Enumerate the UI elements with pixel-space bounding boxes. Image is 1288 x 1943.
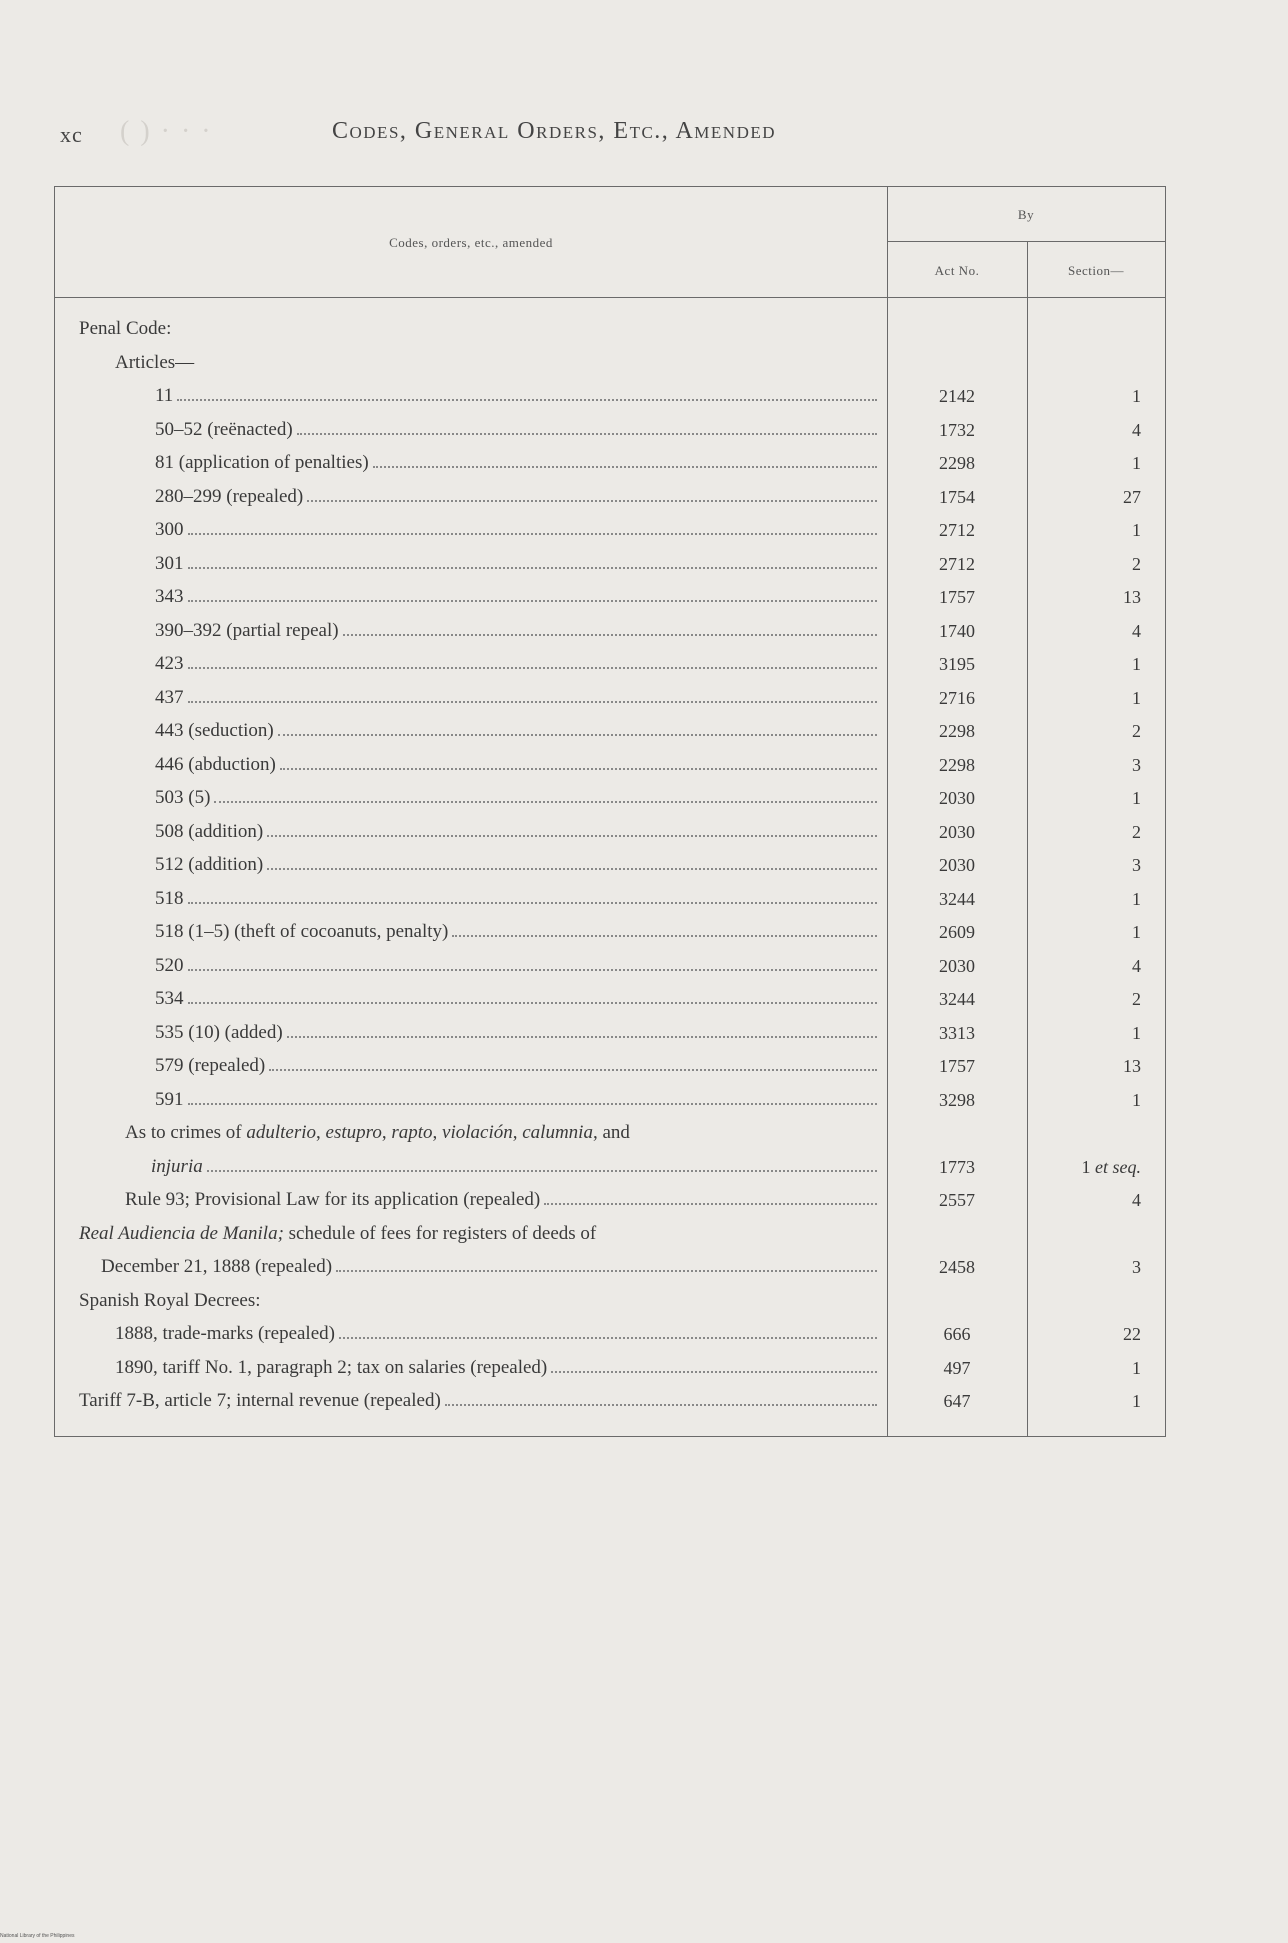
table-row xyxy=(55,1116,1165,1150)
table-row xyxy=(55,1083,1165,1117)
table-row xyxy=(55,815,1165,849)
section-number: 1 xyxy=(1132,1391,1141,1411)
act-number: 1757 xyxy=(939,1056,975,1076)
section-number: 1 xyxy=(1132,922,1141,942)
leader-dots xyxy=(297,432,877,435)
act-number: 1757 xyxy=(939,587,975,607)
row-label xyxy=(155,379,877,413)
leader-dots xyxy=(551,1370,877,1373)
table-row xyxy=(55,1150,1165,1184)
row-label-text: 535 (10) (added) xyxy=(155,1021,283,1043)
row-label-text: 50–52 (reënacted) xyxy=(155,418,293,440)
row-label xyxy=(125,1183,877,1217)
running-title: Codes, General Orders, Etc., Amended xyxy=(332,118,777,144)
table-row xyxy=(55,446,1165,480)
section-number: 27 xyxy=(1123,486,1141,507)
bleed-through-text: ( ) · · · xyxy=(120,116,213,147)
row-label-text: Articles— xyxy=(115,351,195,373)
leader-dots xyxy=(280,767,877,770)
act-number: 2712 xyxy=(939,520,975,540)
section-number: 3 xyxy=(1132,754,1141,775)
section-number: 4 xyxy=(1132,955,1141,976)
row-label-text: Penal Code: xyxy=(79,318,172,339)
rule93-label: Rule 93; Provisional Law for its application (repealed) xyxy=(125,1189,541,1210)
row-label xyxy=(155,915,877,949)
row-label xyxy=(115,1317,877,1351)
row-label xyxy=(155,480,877,514)
section-number: 4 xyxy=(1132,1190,1141,1210)
row-label-text: 508 (addition) xyxy=(155,820,264,842)
row-label-text: 81 (application of penalties) xyxy=(155,452,369,473)
leader-dots xyxy=(188,666,878,669)
act-number: 2716 xyxy=(939,687,975,708)
table-row xyxy=(55,781,1165,815)
act-number: 3244 xyxy=(939,989,975,1009)
row-label xyxy=(115,1351,877,1385)
header-rule xyxy=(55,297,1165,298)
row-label xyxy=(155,1049,877,1083)
act-number: 1754 xyxy=(939,486,975,507)
section-number: 1 et seq. xyxy=(1081,1156,1141,1177)
leader-dots xyxy=(214,800,877,803)
table-row xyxy=(55,647,1165,681)
row-label xyxy=(155,748,877,782)
act-number: 2557 xyxy=(939,1190,975,1210)
leader-dots xyxy=(177,398,877,401)
row-label xyxy=(125,1116,877,1150)
row-label-text: 520 xyxy=(155,954,184,976)
table-row xyxy=(55,982,1165,1016)
row-label-text: 390–392 (partial repeal) xyxy=(155,619,339,641)
row-label xyxy=(151,1150,877,1184)
act-number: 2030 xyxy=(939,821,975,842)
table-row xyxy=(55,1016,1165,1050)
leader-dots xyxy=(267,834,877,837)
row-label xyxy=(155,513,877,547)
row-label xyxy=(155,949,877,983)
row-label-text: Spanish Royal Decrees: xyxy=(79,1289,261,1311)
table-row xyxy=(55,1217,1165,1251)
amendments-table xyxy=(54,186,1166,1437)
act-number: 1732 xyxy=(939,419,975,440)
row-label xyxy=(79,1284,877,1318)
table-row xyxy=(55,882,1165,916)
row-label xyxy=(155,681,877,715)
leader-dots xyxy=(188,566,878,569)
row-label-text: 512 (addition) xyxy=(155,854,264,875)
act-number: 2142 xyxy=(939,386,975,406)
act-number: 1773 xyxy=(939,1156,975,1177)
crimes-line1: As to crimes of adulterio, estupro, rapto, violación, calumnia, and xyxy=(125,1122,630,1143)
row-label xyxy=(155,815,877,849)
leader-dots xyxy=(188,599,878,602)
act-number: 2609 xyxy=(939,922,975,942)
row-label-text: 579 (repealed) xyxy=(155,1055,266,1076)
section-number: 1 xyxy=(1132,654,1141,674)
section-number: 3 xyxy=(1132,855,1141,875)
leader-dots xyxy=(343,633,877,636)
act-number: 2298 xyxy=(939,453,975,473)
table-row xyxy=(55,614,1165,648)
row-label-text: 300 xyxy=(155,519,184,540)
section-number: 3 xyxy=(1132,1257,1141,1277)
section-number: 2 xyxy=(1132,821,1141,842)
row-label xyxy=(155,848,877,882)
row-label xyxy=(79,1217,877,1251)
leader-dots xyxy=(339,1336,877,1339)
table-row xyxy=(55,413,1165,447)
row-label-text: 423 xyxy=(155,653,184,674)
table-row xyxy=(55,580,1165,614)
act-number: 2030 xyxy=(939,788,975,808)
leader-dots xyxy=(188,700,878,703)
row-label-text: 343 xyxy=(155,586,184,607)
row-label xyxy=(115,346,877,380)
act-number: 2712 xyxy=(939,553,975,574)
audiencia-line2: December 21, 1888 (repealed) xyxy=(101,1256,333,1277)
row-label-text: 11 xyxy=(155,385,174,406)
row-label xyxy=(155,413,877,447)
table-row xyxy=(55,1351,1165,1385)
table-row xyxy=(55,1183,1165,1217)
table-row xyxy=(55,547,1165,581)
row-label-text: 503 (5) xyxy=(155,787,211,808)
section-number: 1 xyxy=(1132,687,1141,708)
row-label-text: 437 xyxy=(155,686,184,708)
leader-dots xyxy=(269,1068,877,1071)
section-number: 2 xyxy=(1132,989,1141,1009)
table-row xyxy=(55,1049,1165,1083)
section-number: 13 xyxy=(1123,587,1141,607)
row-label xyxy=(155,1016,877,1050)
act-number: 647 xyxy=(943,1391,971,1411)
table-row xyxy=(55,1384,1165,1418)
section-number: 1 xyxy=(1132,1357,1141,1378)
leader-dots xyxy=(188,1102,878,1105)
table-row xyxy=(55,915,1165,949)
row-label-text: 591 xyxy=(155,1088,184,1110)
section-number: 4 xyxy=(1132,620,1141,641)
section-number: 2 xyxy=(1132,721,1141,741)
act-number: 2030 xyxy=(939,855,975,875)
footer-note: National Library of the Philippines xyxy=(0,1933,75,1939)
leader-dots xyxy=(188,968,878,971)
table-row xyxy=(55,1317,1165,1351)
act-number: 666 xyxy=(943,1324,971,1344)
row-label xyxy=(155,781,877,815)
row-label xyxy=(155,647,877,681)
header-codes-amended: Codes, orders, etc., amended xyxy=(389,235,553,250)
table-row xyxy=(55,513,1165,547)
row-label xyxy=(155,547,877,581)
audiencia-line1: Real Audiencia de Manila; schedule of fees for registers of deeds of xyxy=(79,1222,597,1244)
row-label-text: 1890, tariff No. 1, paragraph 2; tax on salaries (repealed) xyxy=(115,1356,548,1378)
section-number: 22 xyxy=(1123,1324,1141,1344)
row-label xyxy=(155,614,877,648)
leader-dots xyxy=(287,1035,877,1038)
table-row xyxy=(55,848,1165,882)
section-number: 4 xyxy=(1132,419,1141,440)
row-label-text: 443 (seduction) xyxy=(155,720,274,741)
leader-dots xyxy=(188,1001,878,1004)
row-label xyxy=(155,982,877,1016)
row-label-text: 1888, trade-marks (repealed) xyxy=(115,1323,335,1344)
table-row xyxy=(55,1284,1165,1318)
page-number: xc xyxy=(60,122,83,147)
leader-dots xyxy=(188,901,878,904)
leader-dots xyxy=(373,465,877,468)
header-by: By xyxy=(1017,207,1035,222)
section-number: 1 xyxy=(1132,453,1141,473)
row-label-text: 301 xyxy=(155,552,184,574)
row-label xyxy=(101,1250,877,1284)
row-label-text: 518 (1–5) (theft of cocoanuts, penalty) xyxy=(155,921,449,942)
table-row xyxy=(55,480,1165,514)
table-row xyxy=(55,346,1165,380)
act-number: 2030 xyxy=(939,955,975,976)
row-label xyxy=(155,714,877,748)
leader-dots xyxy=(188,532,878,535)
section-number: 1 xyxy=(1132,1089,1141,1110)
leader-dots xyxy=(452,934,877,937)
leader-dots xyxy=(307,499,877,502)
table-row xyxy=(55,681,1165,715)
act-number: 2298 xyxy=(939,754,975,775)
table-row xyxy=(55,714,1165,748)
header-act-no: Act No. xyxy=(934,263,980,278)
section-number: 1 xyxy=(1132,1022,1141,1043)
row-label xyxy=(155,1083,877,1117)
section-number: 2 xyxy=(1132,553,1141,574)
act-number: 1740 xyxy=(939,620,975,641)
leader-dots xyxy=(278,733,877,736)
row-label xyxy=(79,1384,877,1418)
row-label-text: 534 xyxy=(155,988,184,1009)
table-row xyxy=(55,949,1165,983)
act-number: 3313 xyxy=(939,1022,975,1043)
section-number: 1 xyxy=(1132,386,1141,406)
table-row xyxy=(55,748,1165,782)
header-section: Section— xyxy=(1068,263,1124,278)
row-label xyxy=(79,312,877,346)
section-number: 1 xyxy=(1132,888,1141,909)
section-number: 1 xyxy=(1132,788,1141,808)
row-label xyxy=(155,580,877,614)
row-label-text: 446 (abduction) xyxy=(155,753,276,775)
act-number: 3298 xyxy=(939,1089,975,1110)
row-label-text: 280–299 (repealed) xyxy=(155,485,304,507)
header-rule xyxy=(887,241,1165,242)
row-label xyxy=(155,446,877,480)
row-label xyxy=(155,882,877,916)
act-number: 3195 xyxy=(939,654,975,674)
act-number: 497 xyxy=(943,1357,971,1378)
act-number: 2298 xyxy=(939,721,975,741)
table-row xyxy=(55,1250,1165,1284)
row-label-text: 518 xyxy=(155,887,184,909)
section-number: 1 xyxy=(1132,520,1141,540)
section-number: 13 xyxy=(1123,1056,1141,1076)
leader-dots xyxy=(445,1403,877,1406)
act-number: 3244 xyxy=(939,888,975,909)
table-row xyxy=(55,312,1165,346)
crimes-line2: injuria xyxy=(151,1155,203,1177)
row-label-text: Tariff 7-B, article 7; internal revenue (repealed) xyxy=(79,1390,441,1411)
act-number: 2458 xyxy=(939,1257,975,1277)
table-row xyxy=(55,379,1165,413)
leader-dots xyxy=(267,867,877,870)
